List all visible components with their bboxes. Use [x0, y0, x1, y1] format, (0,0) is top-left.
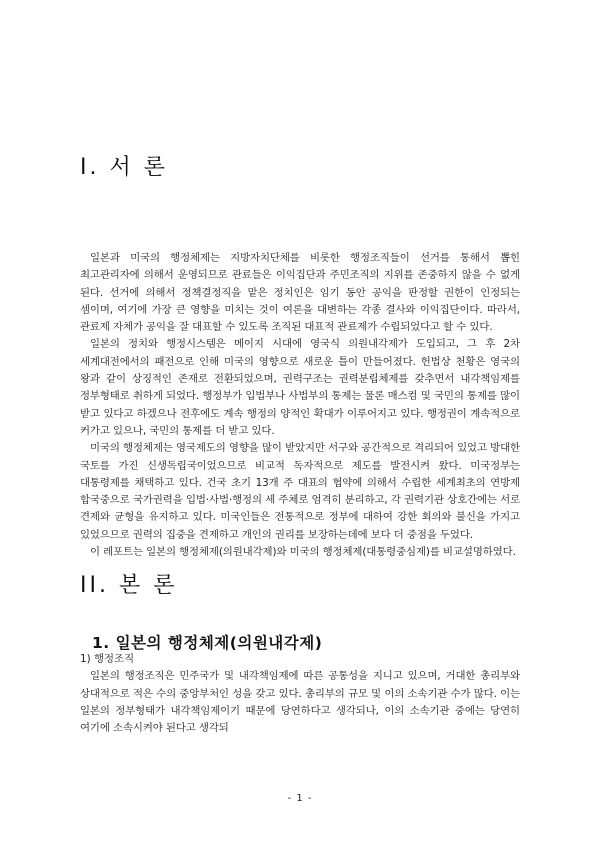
subsection-body	[80, 651, 520, 737]
intro-paragraph-1: 일본과 미국의 행정체제는 지방자치단체를 비롯한 행정조직들이 선거를 통해서 뽑힌 최고관리자에 의해서 운영되므로 관료들은 이익집단과 주민조직의 지위를 존중하지 않을 수 없게 된다. 선거에 의해서 정책결정직을 맡은 정치인은 임기 동안 공익을 판정할 권한이 인정되는 셈이며, 여기에 가장 큰 영향을 미치는 것이 여론을 대변하는 각종 결사와 이익집단이다. 따라서, 관료제 자체가 공익을 잘 대표할 수 있도록 조직된 대표적 관료제가 수립되었다고 할 수 있다.	[80, 252, 520, 334]
section-title-main-body: II. 본 론	[80, 573, 178, 598]
item-heading-administrative-organization: 1) 행정조직	[80, 653, 135, 665]
intro-paragraph-4: 이 레포트는 일본의 행정체제(의원내각제)와 미국의 행정체제(대통령중심제)를 비교설명하였다.	[90, 546, 516, 559]
subsection-title-japan-administration: 1. 일본의 행정체제(의원내각제)	[92, 634, 323, 652]
section-title-introduction: I. 서 론	[80, 155, 168, 180]
intro-paragraph-2: 일본의 정치와 행정시스템은 메이지 시대에 영국식 의원내각제가 도입되고, 그 후 2차 세계대전에서의 패전으로 인해 미국의 영향으로 새로운 틀이 만들어졌다. 헌법상 천황은 영국의 왕과 같이 상징적인 존재로 전환되었으며, 권력구조는 권력분립체제를 갖추면서 내각책임제를 정부형태로 취하게 되었다. 행정부가 입법부나 사법부의 통제는 물론 매스컴 및 국민의 통제를 많이 받고 있다고 하겠으나 전후에도 계속 행정의 양적인 확대가 이루어지고 있다. 행정권이 계속적으로 커가고 있으나, 국민의 통제를 더 받고 있다.	[80, 338, 520, 437]
introduction-body	[80, 250, 520, 561]
body-paragraph-1: 일본의 행정조직은 민주국가 및 내각책임제에 따른 공통성을 지니고 있으며, 거대한 총리부와 상대적으로 적은 수의 중앙부처인 성을 갖고 있다. 총리부의 규모 및 이의 소속기관 수가 많다. 이는 일본의 정부형태가 내각책임제이기 때문에 당연하다고 생각되나, 이의 소속기관 중에는 당연히 여기에 소속시켜야 된다고 생각되	[80, 670, 520, 735]
page-number: - 1 -	[287, 793, 313, 804]
intro-paragraph-3: 미국의 행정체제는 영국제도의 영향을 많이 받았지만 서구와 공간적으로 격리되어 있었고 방대한 국토를 가진 신생독립국이었으므로 비교적 독자적으로 제도를 발전시켜 왔다. 미국정부는 대통령제를 채택하고 있다. 건국 초기 13개 주 대표의 협약에 의해서 수립한 세계최초의 연방제 합국중으로 국가권력을 입법·사법·행정의 세 주체로 엄격히 분리하고, 각 권력기관 상호간에는 서로 견제와 균형을 유지하고 있다. 미국인들은 전통적으로 정부에 대하여 강한 회의와 불신을 가지고 있었으므로 권력의 집중을 견제하고 개인의 권리를 보장하는데에 보다 더 중점을 두었다.	[80, 442, 520, 541]
